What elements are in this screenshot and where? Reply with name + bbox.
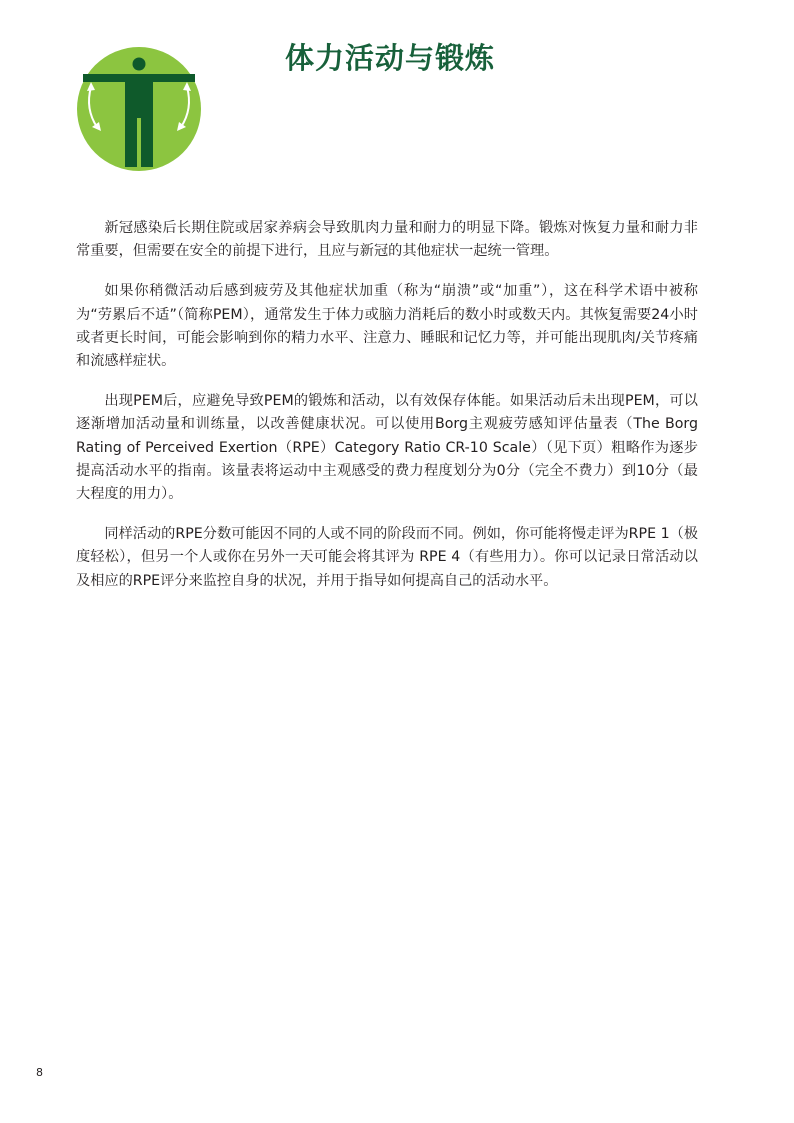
page-number: 8	[36, 1066, 43, 1079]
body-text	[76, 217, 698, 610]
paragraph-pem-definition: 如果你稍微活动后感到疲劳及其他症状加重（称为“崩溃”或“加重”），这在科学术语中被称为“劳累后不适”（简称PEM），通常发生于体力或脑力消耗后的数小时或数天内。其恢复需要24小时或者更长时间，可能会影响到你的精力水平、注意力、睡眠和记忆力等，并可能出现肌肉/关节疼痛和流感样症状。	[76, 283, 698, 370]
paragraph-rpe-examples: 同样活动的RPE分数可能因不同的人或不同的阶段而不同。例如，你可能将慢走评为RPE 1（极度轻松），但另一个人或你在另外一天可能会将其评为 RPE 4（有些用力）。你可以记录日常活动以及相应的RPE评分来监控自身的状况，并用于指导如何提高自己的活动水平。	[76, 526, 698, 589]
page-title: 体力活动与锻炼	[284, 41, 495, 75]
paragraph-borg-scale: 出现PEM后，应避免导致PEM的锻炼和活动，以有效保存体能。如果活动后未出现PEM，可以逐渐增加活动量和训练量，以改善健康状况。可以使用Borg主观疲劳感知评估量表（The Borg Rating of Perceived Exertion（RPE）Category Ratio CR-10 Scale）（见下页）粗略作为逐步提高活动水平的指南。该量表将运动中主观感受的费力程度划分为0分（完全不费力）到10分（最大程度的用力）。	[76, 393, 698, 503]
paragraph-intro: 新冠感染后长期住院或居家养病会导致肌肉力量和耐力的明显下降。锻炼对恢复力量和耐力非常重要，但需要在安全的前提下进行，且应与新冠的其他症状一起统一管理。	[76, 220, 698, 260]
exercise-person-icon	[77, 47, 201, 171]
